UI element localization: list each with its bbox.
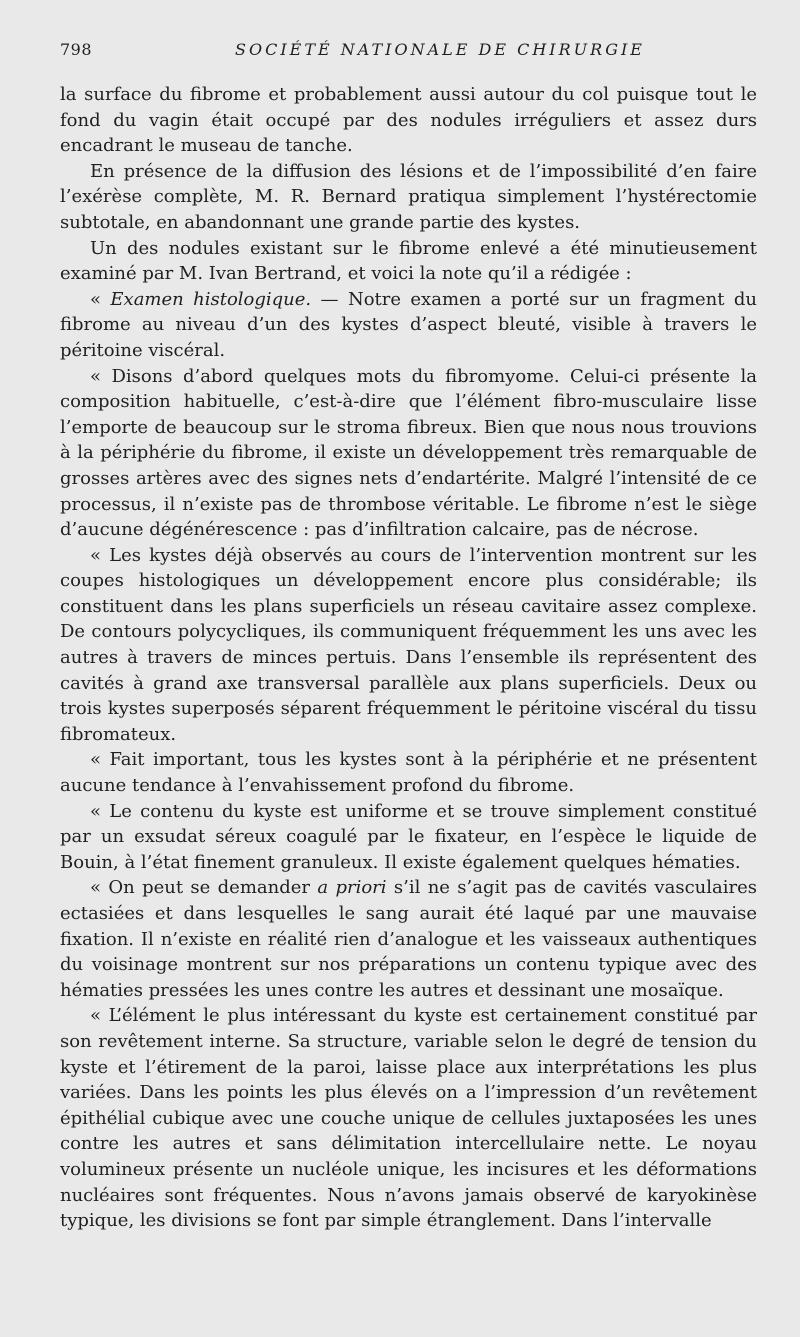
section-heading-italic: Examen histologique. — [110, 288, 312, 310]
paragraph: « On peut se demander a priori s’il ne s’agit pas de cavités vasculaires ectasiées et dans lesquelles le sang aurait été laqué par une mauvaise fixation. Il n’existe en réalité rien d’analogue et les vaisseaux authentiques du voisinage montrent sur nos préparations un contenu typique avec des hématies pressées les unes contre les autres et dessinant une mosaïque. — [60, 877, 757, 1001]
page-header — [60, 40, 760, 64]
italic-phrase: a priori — [317, 877, 387, 899]
paragraph: En présence de la diffusion des lésions et de l’impossibilité d’en faire l’exérèse complète, M. R. Bernard pratiqua simplement l’hystérectomie subtotale, en abandonnant une grande partie des kystes. — [60, 160, 757, 233]
paragraph: « Le contenu du kyste est uniforme et se trouve simplement constitué par un exsudat séreux coagulé par le fixateur, en l’espèce le liquide de Bouin, à l’état finement granuleux. Il existe également quelques hématies. — [60, 800, 757, 873]
paragraph: la surface du fibrome et probablement aussi autour du col puisque tout le fond du vagin était occupé par des nodules irréguliers et assez durs encadrant le museau de tanche. — [60, 84, 757, 157]
paragraph: « L’élément le plus intéressant du kyste est certainement constitué par son revêtement interne. Sa structure, variable selon le degré de tension du kyste et l’étirement de la paroi, laisse place aux interprétations les plus variées. Dans les points les plus élevés on a l’impression d’un revêtement épithélial cubique avec une couche unique de cellules juxtaposées les unes contre les autres et sans délimitation intercellulaire nette. Le noyau volumineux présente un nucléole unique, les incisures et les déformations nucléaires sont fréquentes. Nous n’avons jamais observé de karyokinèse typique, les divisions se font par simple étranglement. Dans l’intervalle — [60, 1005, 757, 1232]
running-title: SOCIÉTÉ NATIONALE DE CHIRURGIE — [235, 40, 645, 59]
paragraph: « Les kystes déjà observés au cours de l’intervention montrent sur les coupes histologiques un développement encore plus considérable; ils constituent dans les plans superficiels un réseau cavitaire assez complexe. De contours polycycliques, ils communiquent fréquemment les uns avec les autres à travers de minces pertuis. Dans l’ensemble ils représentent des cavités à grand axe transversal parallèle aux plans superficiels. Deux ou trois kystes superposés séparent fréquemment le péritoine viscéral du tissu fibromateux. — [60, 544, 757, 745]
paragraph: Un des nodules existant sur le fibrome enlevé a été minutieusement examiné par M. Ivan Bertrand, et voici la note qu’il a rédigée : — [60, 237, 757, 285]
paragraph: « Examen histologique. — Notre examen a porté sur un fragment du fibrome au niveau d’un des kystes d’aspect bleuté, visible à travers le péritoine viscéral. — [60, 288, 757, 361]
paragraph: « Disons d’abord quelques mots du fibromyome. Celui-ci présente la composition habituelle, c’est-à-dire que l’élément fibro-musculaire lisse l’emporte de beaucoup sur le stroma fibreux. Bien que nous nous trouvions à la périphérie du fibrome, il existe un développement très remarquable de grosses artères avec des signes nets d’endartérite. Malgré l’intensité de ce processus, il n’existe pas de thrombose véritable. Le fibrome n’est le siège d’aucune dégénérescence : pas d’infiltration calcaire, pas de nécrose. — [60, 365, 757, 541]
paragraph: « Fait important, tous les kystes sont à la périphérie et ne présentent aucune tendance à l’envahissement profond du fibrome. — [60, 749, 757, 797]
page-number: 798 — [60, 40, 93, 59]
body-text — [60, 82, 757, 1234]
